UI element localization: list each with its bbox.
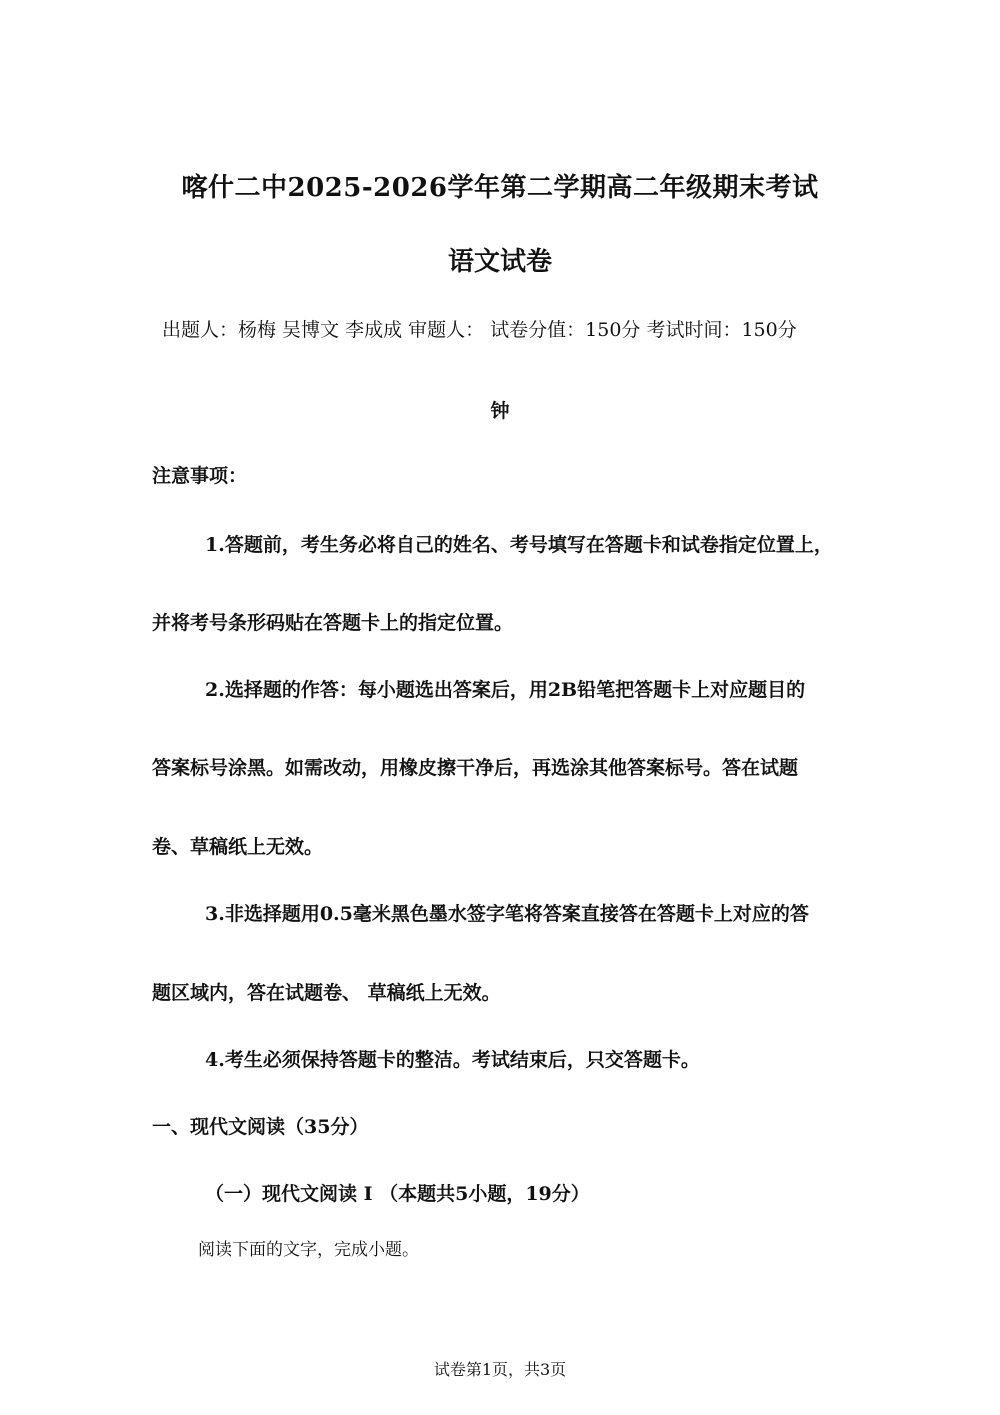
notice-heading: 注意事项： — [152, 465, 248, 487]
notice-item-3: 3.非选择题用0.5毫米黑色墨水签字笔将答案直接答在答题卡上对应的答 — [205, 903, 809, 925]
notice-item-4: 4.考生必须保持答题卡的整洁。考试结束后，只交答题卡。 — [205, 1049, 700, 1071]
notice-item-2-cont: 答案标号涂黑。如需改动，用橡皮擦干净后，再选涂其他答案标号。答在试题 — [152, 757, 799, 779]
exam-meta-info: 出题人：杨梅 吴博文 李成成 审题人： 试卷分值：150分 考试时间：150分 — [162, 319, 797, 341]
exam-title: 喀什二中2025-2026学年第二学期高二年级期末考试 — [181, 173, 819, 203]
exam-meta-info-wrap: 钟 — [490, 400, 510, 422]
subsection-heading: （一）现代文阅读 I （本题共5小题，19分） — [205, 1183, 590, 1205]
notice-item-1-cont: 并将考号条形码贴在答题卡上的指定位置。 — [152, 612, 514, 634]
page-footer: 试卷第1页，共3页 — [433, 1360, 567, 1379]
notice-item-2: 2.选择题的作答：每小题选出答案后，用2B铅笔把答题卡上对应题目的 — [205, 679, 806, 701]
exam-subject: 语文试卷 — [447, 247, 552, 277]
reading-instruction: 阅读下面的文字，完成小题。 — [198, 1240, 419, 1260]
notice-item-1: 1.答题前，考生务必将自己的姓名、考号填写在答题卡和试卷指定位置上， — [205, 534, 833, 556]
notice-item-2-cont2: 卷、草稿纸上无效。 — [152, 836, 324, 858]
notice-item-3-cont: 题区域内，答在试题卷、 草稿纸上无效。 — [152, 982, 501, 1004]
section-heading: 一、现代文阅读（35分） — [152, 1116, 369, 1138]
